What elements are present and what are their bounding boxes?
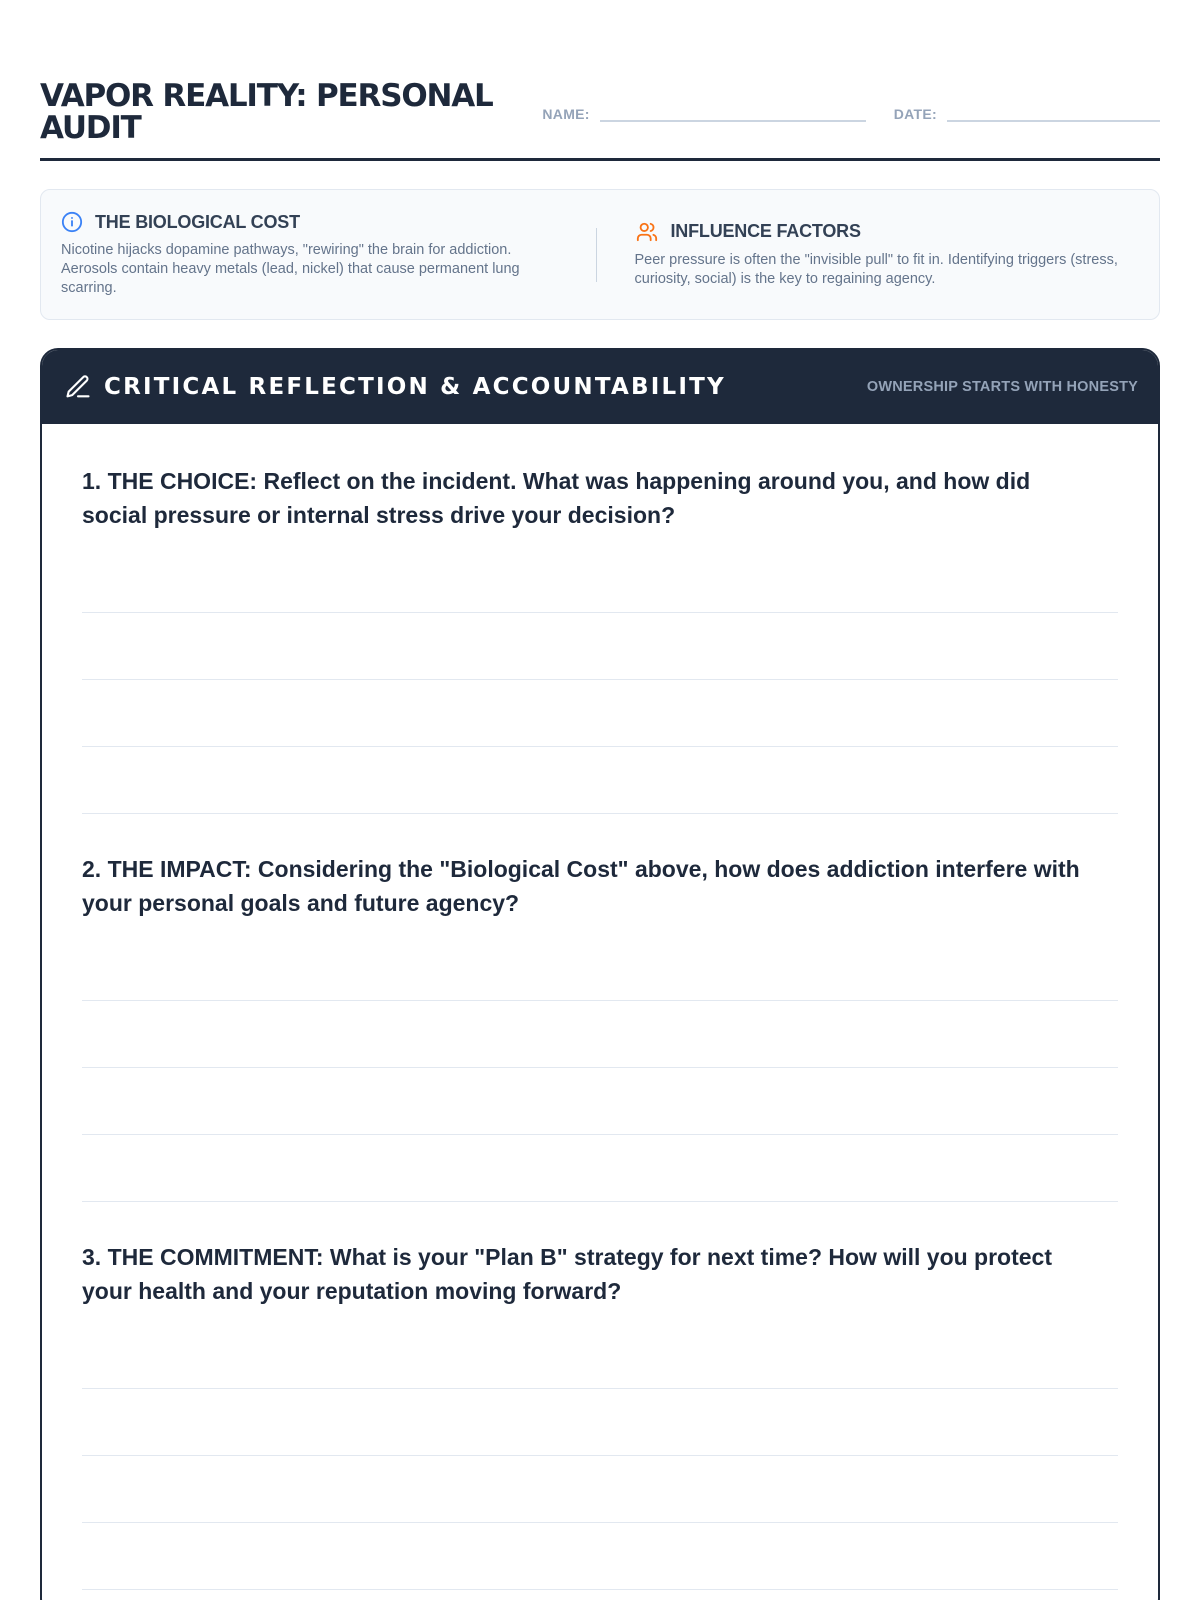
answer-line[interactable]: [82, 1135, 1118, 1202]
question-text: 2. THE IMPACT: Considering the "Biological Cost" above, how does addiction interfere with your personal goals and future agency?: [82, 856, 1080, 916]
biological-cost-title: THE BIOLOGICAL COST: [95, 211, 300, 232]
header: [40, 38, 1160, 161]
reflection-card-header: [42, 350, 1158, 424]
question-text: 3. THE COMMITMENT: What is your "Plan B" strategy for next time? How will you protect your health and your reputation moving forward?: [82, 1244, 1053, 1304]
page-title: VAPOR REALITY: PERSONAL AUDIT: [40, 78, 493, 146]
info-icon: [61, 211, 83, 233]
answer-line[interactable]: [82, 747, 1118, 814]
answer-line[interactable]: [82, 1001, 1118, 1068]
influence-factors-box: [597, 221, 1140, 289]
biological-cost-header: [61, 211, 566, 233]
section-tagline: OWNERSHIP STARTS WITH HONESTY: [866, 379, 1138, 395]
answer-area[interactable]: [82, 1322, 1118, 1600]
questions-area: [42, 424, 1158, 1600]
influence-factors-title: INFLUENCE FACTORS: [670, 221, 861, 241]
section-title: CRITICAL REFLECTION & ACCOUNTABILITY: [104, 374, 726, 400]
info-panel: [40, 189, 1160, 320]
influence-factors-text: Peer pressure is often the "invisible pull" to fit in. Identifying triggers (stress, curiosity, social) is the key to regaining agency.: [634, 251, 1118, 287]
question-text: 1. THE CHOICE: Reflect on the incident. What was happening around you, and how did social pressure or internal stress drive your decision?: [82, 468, 1031, 528]
answer-line[interactable]: [82, 1590, 1118, 1600]
question-3: [82, 1240, 1118, 1600]
answer-line[interactable]: [82, 546, 1118, 613]
date-field: [894, 106, 1160, 122]
date-label: DATE:: [893, 106, 937, 122]
answer-line[interactable]: [82, 1523, 1118, 1590]
users-icon: [635, 221, 659, 243]
influence-factors-header: [635, 221, 1140, 243]
answer-line[interactable]: [82, 680, 1118, 747]
reflection-card: [40, 348, 1160, 1600]
answer-line[interactable]: [82, 613, 1118, 680]
date-input-line[interactable]: [947, 108, 1160, 122]
answer-line[interactable]: [82, 1389, 1118, 1456]
name-input-line[interactable]: [600, 108, 866, 122]
biological-cost-text: Nicotine hijacks dopamine pathways, "rewiring" the brain for addiction. Aerosols contain heavy metals (lead, nickel) that cause permanent lung scarring.: [61, 242, 520, 296]
question-1: [82, 464, 1118, 814]
answer-line[interactable]: [82, 934, 1118, 1001]
answer-line[interactable]: [82, 1322, 1118, 1389]
answer-area[interactable]: [82, 934, 1118, 1202]
biological-cost-box: [61, 211, 596, 298]
pencil-icon: [64, 373, 92, 401]
answer-line[interactable]: [82, 1456, 1118, 1523]
answer-line[interactable]: [82, 1068, 1118, 1135]
question-2: [82, 852, 1118, 1202]
name-label: NAME:: [542, 106, 590, 122]
name-field: [542, 106, 865, 122]
answer-area[interactable]: [82, 546, 1118, 814]
